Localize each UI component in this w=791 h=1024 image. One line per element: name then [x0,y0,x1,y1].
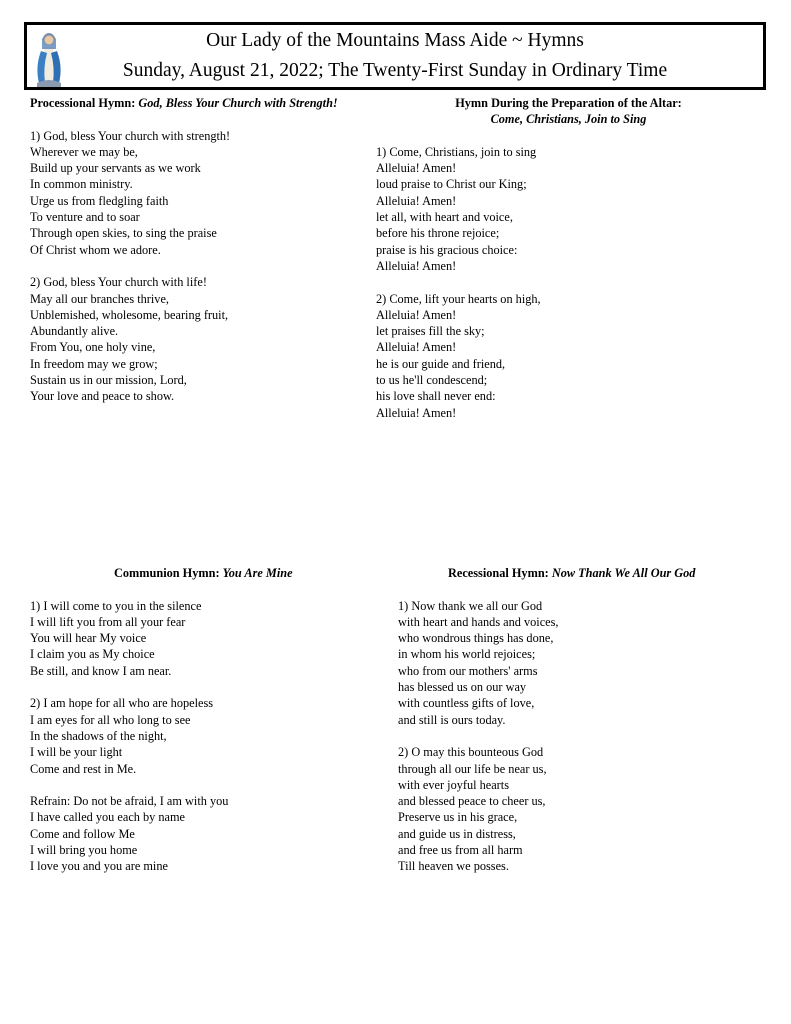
lyric-line: loud praise to Christ our King; [376,177,527,192]
stanza [30,274,370,404]
stanza [30,793,370,874]
preparation-title-label: Hymn During the Preparation of the Altar: [455,96,682,110]
lyric-line: his love shall never end: [376,389,496,404]
lyric-line: Alleluia! Amen! [376,340,457,355]
lyric-line: I will lift you from all your fear [30,614,186,629]
lyric-line: I will be your light [30,745,123,760]
lyric-line: in whom his world rejoices; [398,647,536,662]
header-title: Our Lady of the Mountains Mass Aide ~ Hymns [206,30,584,51]
lyric-line: Urge us from fledgling faith [30,193,169,208]
lyric-line: Of Christ whom we adore. [30,242,161,257]
lyric-line: Preserve us in his grace, [398,810,518,825]
lyric-line: Abundantly alive. [30,324,119,339]
lyric-line: Alleluia! Amen! [376,258,457,273]
stanza [376,291,761,421]
lyric-line: he is our guide and friend, [376,356,506,371]
lyric-line: 2) O may this bounteous God [398,745,544,760]
lyric-line: You will hear My voice [30,631,147,646]
preparation-title: Come, Christians, Join to Sing [490,112,647,127]
communion-hymn [30,565,370,875]
lyric-line: Come and rest in Me. [30,761,137,776]
lyric-line: 2) Come, lift your hearts on high, [376,291,541,306]
lyric-line: 2) God, bless Your church with life! [30,275,207,290]
lyric-line: Sustain us in our mission, Lord, [30,373,187,388]
lyric-line: let all, with heart and voice, [376,210,513,225]
stanza [30,695,370,776]
lyric-line: and guide us in distress, [398,826,516,841]
lyric-line: Unblemished, wholesome, bearing fruit, [30,307,229,322]
lyric-line: 1) Come, Christians, join to sing [376,144,537,159]
lyric-line: Build up your servants as we work [30,161,201,176]
lyric-line: who wondrous things has done, [398,631,554,646]
lyric-line: I claim you as My choice [30,647,155,662]
lyric-line: Wherever we may be, [30,144,138,159]
lyric-line: In common ministry. [30,177,133,192]
lyric-line: Alleluia! Amen! [376,193,457,208]
lyric-line: 1) I will come to you in the silence [30,598,202,613]
lyric-line: and still is ours today. [398,712,506,727]
lyric-line: Alleluia! Amen! [376,307,457,322]
communion-title: Communion Hymn: You Are Mine [114,566,293,580]
lyric-line: and blessed peace to cheer us, [398,794,546,809]
processional-hymn [30,95,370,405]
lyric-line: with heart and hands and voices, [398,614,559,629]
lyric-line: praise is his gracious choice: [376,242,518,257]
lyric-line: 1) Now thank we all our God [398,598,543,613]
lyric-line: Till heaven we posses. [398,859,509,874]
lyric-line: Through open skies, to sing the praise [30,226,217,241]
lyric-line: let praises fill the sky; [376,324,485,339]
stanza [376,144,761,274]
lyric-line: through all our life be near us, [398,761,547,776]
lyric-line: From You, one holy vine, [30,340,156,355]
lyric-line: In freedom may we grow; [30,356,158,371]
header-date: Sunday, August 21, 2022; The Twenty-First Sunday in Ordinary Time [122,60,668,81]
lyric-line: to us he'll condescend; [376,373,488,388]
lyric-line: 2) I am hope for all who are hopeless [30,696,214,711]
preparation-hymn [376,95,761,421]
stanza [30,598,370,679]
lyric-line: and free us from all harm [398,843,523,858]
lyric-line: Your love and peace to show. [30,389,175,404]
stanza [398,598,758,728]
lyric-line: before his throne rejoice; [376,226,500,241]
lyric-line: who from our mothers' arms [398,663,538,678]
lyric-line: Come and follow Me [30,826,135,841]
lyric-line: Alleluia! Amen! [376,405,457,420]
lyric-line: has blessed us on our way [398,680,527,695]
recessional-title: Recessional Hymn: Now Thank We All Our God [448,566,696,580]
lyric-line: To venture and to soar [30,210,140,225]
lyric-line: Alleluia! Amen! [376,161,457,176]
lyric-line: with ever joyful hearts [398,777,509,792]
stanza [30,128,370,258]
stanza [398,744,758,874]
lyric-line: In the shadows of the night, [30,728,167,743]
lyric-line: Be still, and know I am near. [30,663,172,678]
lyric-line: I am eyes for all who long to see [30,712,191,727]
lyric-line: I love you and you are mine [30,859,168,874]
lyric-line: with countless gifts of love, [398,696,535,711]
recessional-hymn [398,565,758,875]
lyric-line: 1) God, bless Your church with strength! [30,128,231,143]
lyric-line: Refrain: Do not be afraid, I am with you [30,794,229,809]
processional-title: Processional Hymn: God, Bless Your Church with Strength! [30,96,338,110]
lyric-line: I will bring you home [30,843,138,858]
lyric-line: May all our branches thrive, [30,291,169,306]
lyric-line: I have called you each by name [30,810,186,825]
header-box [24,22,766,90]
